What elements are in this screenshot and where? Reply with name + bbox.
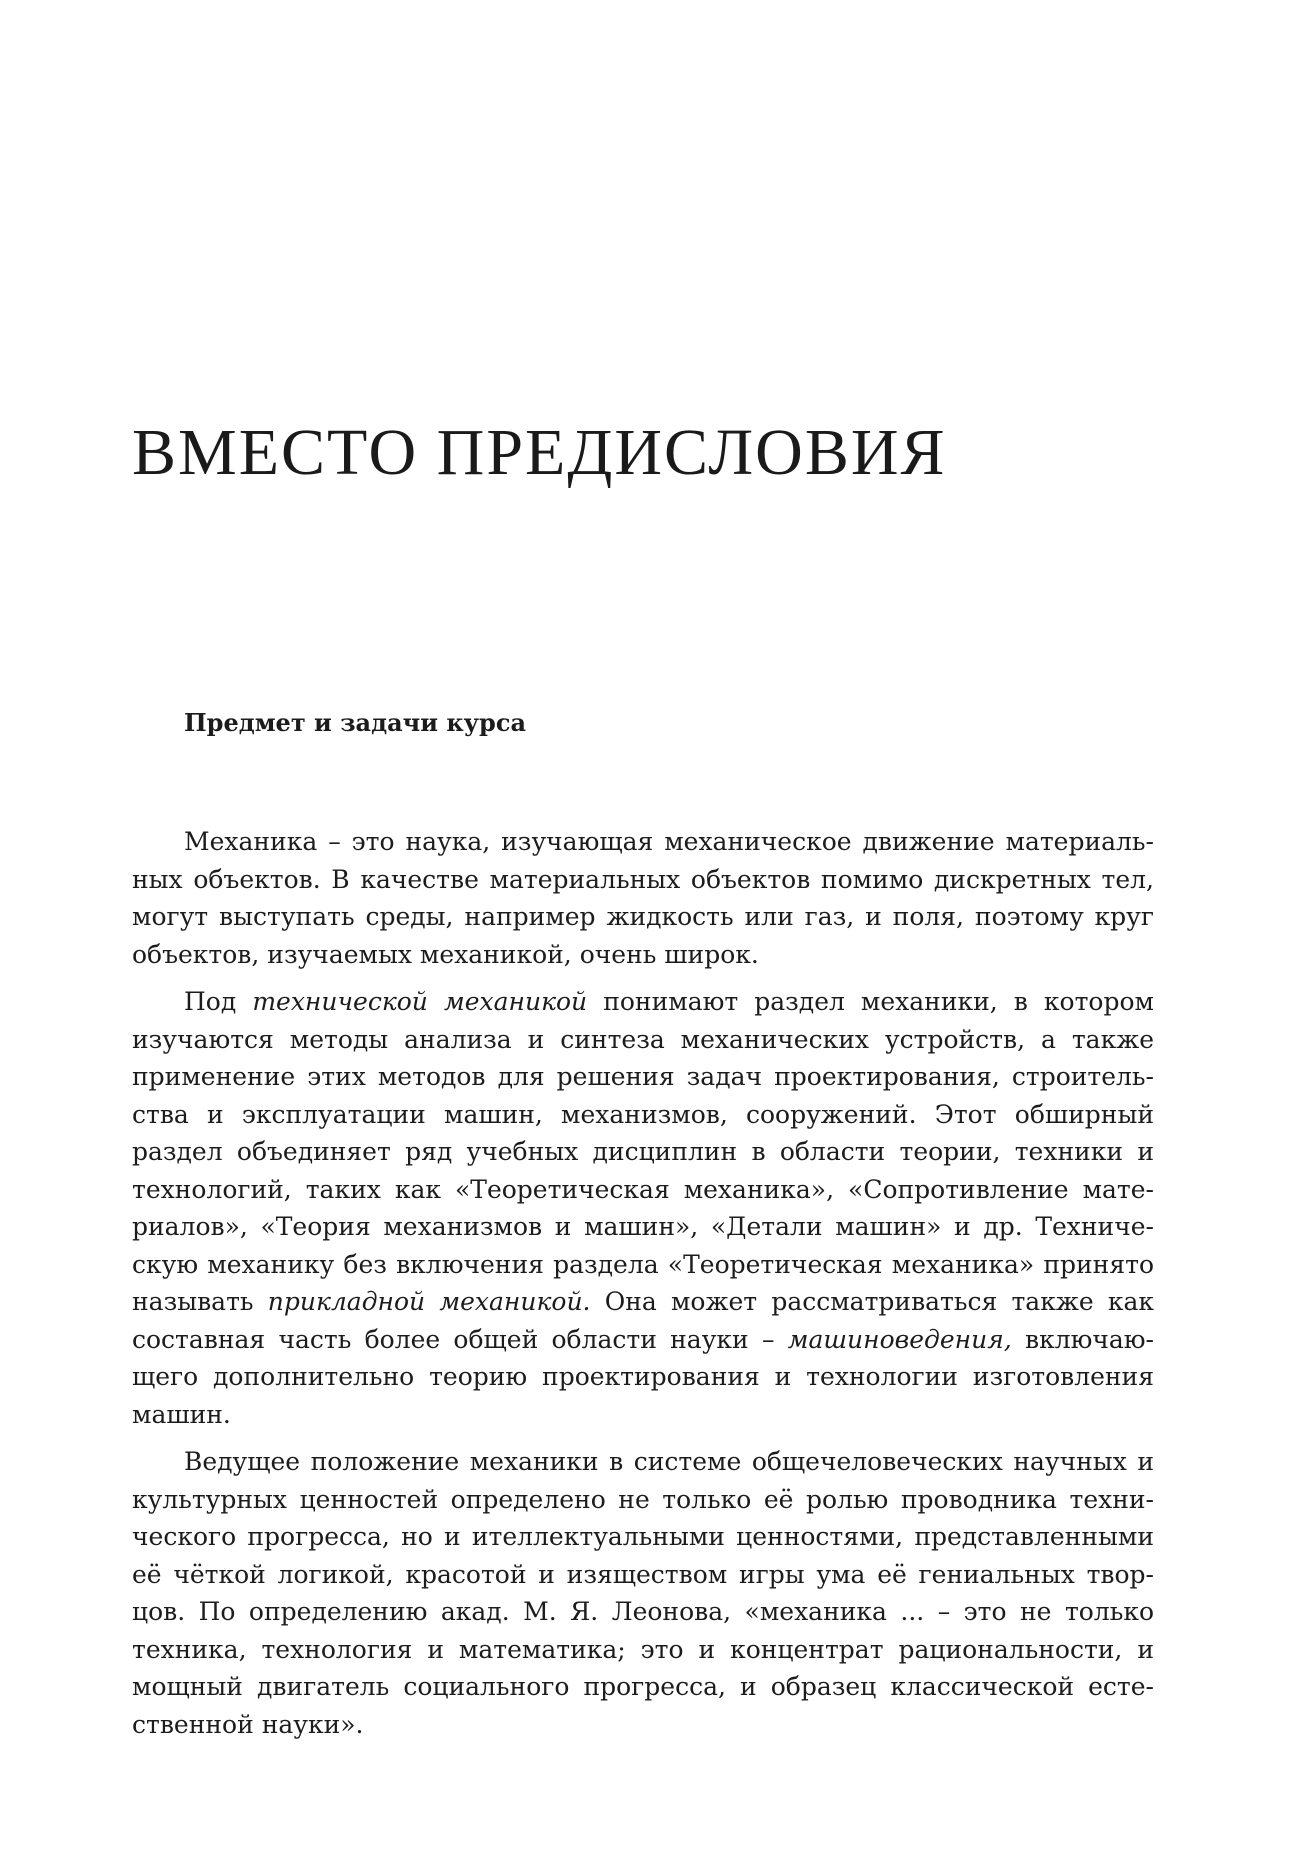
text-line: применение этих методов для решения задач проектирования, строитель- [132,1062,1154,1091]
text-line: щего дополнительно теорию проектирования и технологии изготовления [132,1362,1154,1391]
text-line [132,1321,1154,1359]
text-line: риалов», «Теория механизмов и машин», «Детали машин» и др. Техниче- [132,1212,1154,1241]
text-line: скую механику без включения раздела «Теоретическая механика» принято [132,1249,1154,1279]
section-title: Предмет и задачи курса [184,708,526,737]
text-run: называть [132,1287,268,1316]
paragraph-3 [132,1443,1154,1743]
text-run: включаю- [1011,1324,1154,1354]
text-line: раздел объединяет ряд учебных дисциплин в области теории, техники и [132,1137,1154,1166]
text-line: машин. [132,1399,231,1429]
text-run: Под [184,987,253,1016]
emphasized-term: машиноведения, [787,1324,1012,1354]
chapter-title: ВМЕСТО ПРЕДИСЛОВИЯ [132,416,947,489]
text-line: технологий, таких как «Теоретическая механика», «Сопротивление мате- [132,1174,1154,1204]
text-line: ных объектов. В качестве материальных объектов помимо дискретных тел, [132,864,1154,894]
text-line: изучаются методы анализа и синтеза механических устройств, а также [132,1024,1154,1054]
text-run: понимают раздел механики, в котором [587,987,1154,1016]
text-line: ственной науки». [132,1709,364,1739]
text-line: её чёткой логикой, красотой и изяществом игры ума её гениальных твор- [132,1559,1154,1589]
text-line: ства и эксплуатации машин, механизмов, сооружений. Этот обширный [132,1099,1154,1129]
text-run: Она может рассматриваться также как [590,1287,1154,1316]
body-text [132,823,1154,1753]
text-run: составная часть более общей области науки – [132,1324,788,1354]
text-line: Механика – это наука, изучающая механическое движение материаль- [184,827,1154,856]
text-line: могут выступать среды, например жидкость или газ, и поля, поэтому круг [132,902,1154,931]
text-line [132,1283,1154,1321]
text-line: культурных ценностей определено не только её ролью проводника техни- [132,1484,1154,1514]
emphasized-term: технической механикой [252,987,588,1016]
text-line [132,983,1154,1021]
text-line: техника, технология и математика; это и концентрат рациональности, и [132,1634,1154,1664]
text-line: ческого прогресса, но и ителлектуальными ценностями, представленными [132,1522,1154,1551]
paragraph-1 [132,823,1154,973]
text-line: объектов, изучаемых механикой, очень широк. [132,939,759,969]
text-line: мощный двигатель социального прогресса, и образец классической есте- [132,1672,1154,1701]
text-line: Ведущее положение механики в системе общечеловеческих научных и [184,1447,1154,1476]
text-line: цов. По определению акад. М. Я. Леонова, «механика ... – это не только [132,1597,1154,1626]
paragraph-2 [132,983,1154,1433]
emphasized-term: прикладной механикой. [267,1287,591,1316]
